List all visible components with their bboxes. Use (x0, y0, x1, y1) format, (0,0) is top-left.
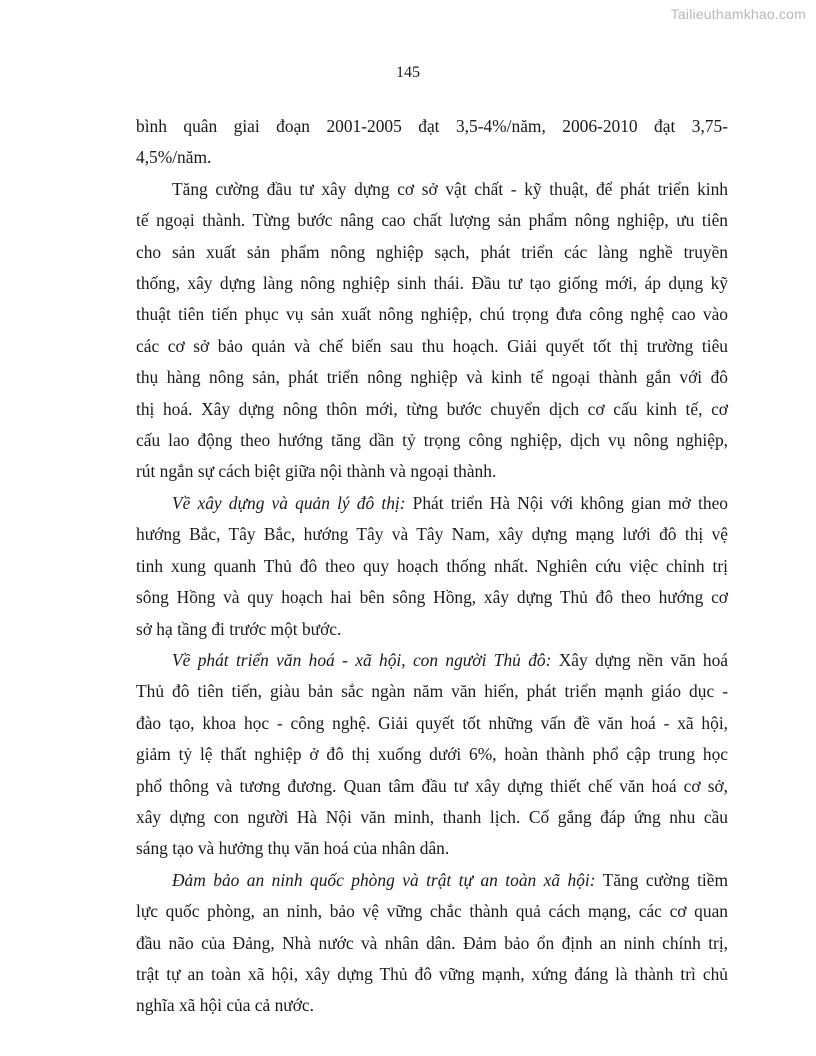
text-line: sông Hồng và quy hoạch hai bên sông Hồng, xây dựng Thủ đô theo hướng cơ (136, 587, 728, 608)
text-run: Tăng cường tiềm (595, 869, 728, 890)
text-line (136, 645, 728, 676)
paragraph-growth-rate (136, 111, 728, 174)
paragraph-culture-society (136, 645, 728, 865)
text-line: thụ hàng nông sản, phát triển nông nghiệp và kinh tế ngoại thành gắn với đô (136, 367, 728, 388)
paragraph-urban-development (136, 488, 728, 645)
text-line (136, 488, 728, 519)
text-line: sáng tạo và hưởng thụ văn hoá của nhân dân. (136, 838, 450, 859)
section-heading: Về xây dựng và quản lý đô thị: (172, 492, 406, 513)
text-line: cấu lao động theo hướng tăng dần tỷ trọng công nghiệp, dịch vụ nông nghiệp, (136, 430, 728, 451)
text-line: thị hoá. Xây dựng nông thôn mới, từng bước chuyển dịch cơ cấu kinh tế, cơ (136, 398, 728, 419)
text-line: phổ thông và tương đương. Quan tâm đầu tư xây dựng thiết chế văn hoá cơ sở, (136, 775, 728, 796)
text-line: 4,5%/năm. (136, 147, 212, 168)
text-line: hướng Bắc, Tây Bắc, hướng Tây và Tây Nam, xây dựng mạng lưới đô thị vệ (136, 524, 728, 545)
text-line: Tăng cường đầu tư xây dựng cơ sở vật chất - kỹ thuật, để phát triển kinh (172, 178, 728, 199)
paragraph-suburban-economy (136, 174, 728, 488)
page-body (136, 111, 728, 1022)
paragraph-security-defense (136, 865, 728, 1022)
text-line: các cơ sở bảo quản và chế biến sau thu hoạch. Giải quyết tốt thị trường tiêu (136, 335, 728, 356)
watermark-text: Tailieuthamkhao.com (670, 6, 806, 22)
text-line: đào tạo, khoa học - công nghệ. Giải quyết tốt những vấn đề văn hoá - xã hội, (136, 712, 728, 733)
text-line: thuật tiên tiến phục vụ sản xuất nông nghiệp, chú trọng đưa công nghệ cao vào (136, 304, 728, 325)
section-heading: Về phát triển văn hoá - xã hội, con người Thủ đô: (172, 649, 552, 670)
text-line: lực quốc phòng, an ninh, bảo vệ vững chắc thành quả cách mạng, các cơ quan (136, 901, 728, 922)
text-line: thống, xây dựng làng nông nghiệp sinh thái. Đầu tư tạo giống mới, áp dụng kỹ (136, 273, 728, 294)
text-run: Phát triển Hà Nội với không gian mở theo (405, 492, 728, 513)
text-line: nghĩa xã hội của cả nước. (136, 995, 314, 1016)
section-heading: Đảm bảo an ninh quốc phòng và trật tự an toàn xã hội: (172, 869, 596, 890)
text-line: rút ngắn sự cách biệt giữa nội thành và ngoại thành. (136, 461, 497, 482)
text-line (136, 865, 728, 896)
text-line: giảm tỷ lệ thất nghiệp ở đô thị xuống dưới 6%, hoàn thành phổ cập trung học (136, 744, 728, 765)
text-line: cho sản xuất sản phẩm nông nghiệp sạch, phát triển các làng nghề truyền (136, 241, 728, 262)
text-line: tế ngoại thành. Từng bước nâng cao chất lượng sản phẩm nông nghiệp, ưu tiên (136, 210, 728, 231)
text-line: đầu não của Đảng, Nhà nước và nhân dân. Đảm bảo ổn định an ninh chính trị, (136, 932, 728, 953)
text-line: bình quân giai đoạn 2001-2005 đạt 3,5-4%/năm, 2006-2010 đạt 3,75- (136, 116, 728, 136)
text-line: tinh xung quanh Thủ đô theo quy hoạch thống nhất. Nghiên cứu việc chỉnh trị (136, 555, 728, 576)
text-line: trật tự an toàn xã hội, xây dựng Thủ đô vững mạnh, xứng đáng là thành trì chủ (136, 963, 728, 984)
text-line: sở hạ tầng đi trước một bước. (136, 618, 342, 639)
text-run: Xây dựng nền văn hoá (551, 649, 728, 670)
text-line: xây dựng con người Hà Nội văn minh, thanh lịch. Cố gắng đáp ứng nhu cầu (136, 806, 728, 827)
text-line: Thủ đô tiên tiến, giàu bản sắc ngàn năm văn hiến, phát triển mạnh giáo dục - (136, 681, 728, 702)
page-number: 145 (396, 64, 420, 81)
